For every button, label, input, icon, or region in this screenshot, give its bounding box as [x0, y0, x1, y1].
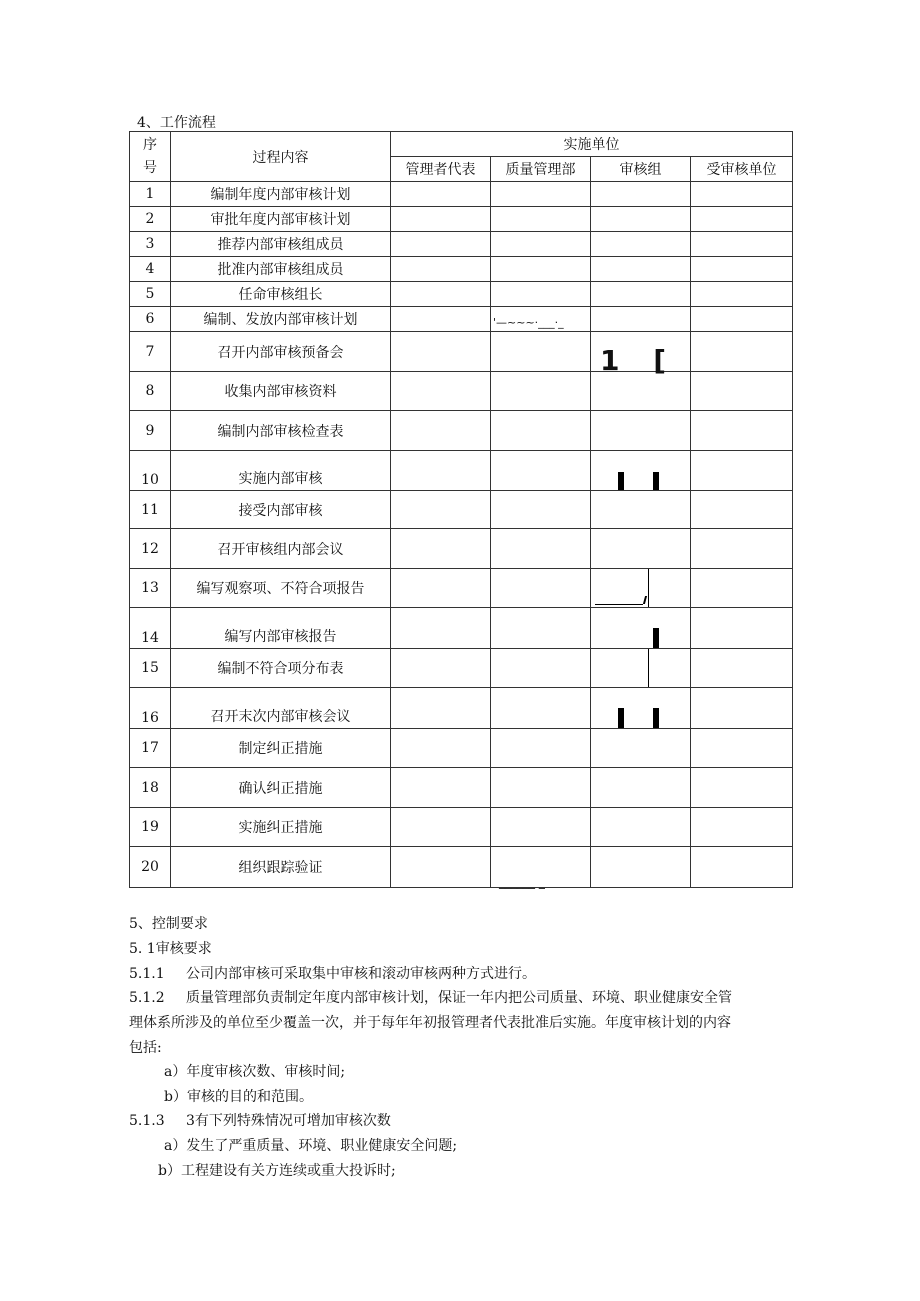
row-no: 9 — [130, 411, 171, 451]
work-flow-table — [129, 131, 793, 888]
flow-line-mark — [648, 569, 649, 607]
row-no: 19 — [130, 808, 171, 847]
para-5-1-1-text: 公司内部审核可采取集中审核和滚动审核两种方式进行。 — [186, 966, 536, 982]
flow-bar-mark — [653, 708, 659, 728]
flow-line-mark — [595, 604, 643, 605]
row-no: 12 — [130, 529, 171, 569]
row-no: 20 — [130, 847, 171, 888]
para-5-1-2-text: 包括: — [129, 1040, 162, 1056]
row-content: 编制内部审核检查表 — [171, 411, 391, 451]
flow-bar-mark — [618, 708, 624, 728]
process-header: 过程内容 — [171, 132, 391, 182]
flow-line-mark — [648, 649, 649, 687]
table-row — [130, 649, 793, 688]
row-content: 编制年度内部审核计划 — [171, 182, 391, 207]
flow-bar-mark — [653, 472, 659, 490]
impl-unit-header: 实施单位 — [391, 132, 793, 157]
row-no: 10 — [130, 451, 171, 491]
table-row — [130, 332, 793, 372]
row-no: 13 — [130, 569, 171, 608]
row-no: 6 — [130, 307, 171, 332]
row-content: 实施纠正措施 — [171, 808, 391, 847]
list-item: a）年度审核次数、审核时间; — [164, 1064, 346, 1080]
para-5-1-2-no: 5.1.2 — [129, 990, 165, 1006]
row-no: 16 — [130, 688, 171, 729]
row-content: 编制不符合项分布表 — [171, 649, 391, 688]
row-no: 14 — [130, 608, 171, 649]
row-no: 1 — [130, 182, 171, 207]
row-content: 编制、发放内部审核计划 — [171, 307, 391, 332]
list-item: b）审核的目的和范围。 — [164, 1089, 313, 1105]
row-content: 任命审核组长 — [171, 282, 391, 307]
para-5-1-2-text: 质量管理部负责制定年度内部审核计划，保证一年内把公司质量、环境、职业健康安全管 — [186, 990, 732, 1006]
row-content: 编写观察项、不符合项报告 — [171, 569, 391, 608]
table-row — [130, 282, 793, 307]
table-row — [130, 307, 793, 332]
table-row — [130, 491, 793, 529]
row-content: 批准内部审核组成员 — [171, 257, 391, 282]
flow-line-mark — [643, 596, 647, 604]
para-5-1-1-no: 5.1.1 — [129, 966, 165, 982]
flow-arrow-mark: 1 [ — [600, 344, 679, 377]
row-no: 8 — [130, 372, 171, 411]
row-content: 确认纠正措施 — [171, 768, 391, 808]
row-no: 11 — [130, 491, 171, 529]
scan-artifact: ______ _ — [499, 875, 545, 889]
para-5-1-3-no: 5.1.3 — [129, 1113, 165, 1129]
row-content: 收集内部审核资料 — [171, 372, 391, 411]
table-row — [130, 232, 793, 257]
scan-artifact: '—~~~·___·_ — [493, 316, 564, 329]
audit-req-heading: 5. 1审核要求 — [129, 941, 212, 957]
para-5-1-2-text: 理体系所涉及的单位至少覆盖一次，并于每年年初报管理者代表批准后实施。年度审核计划的内容 — [129, 1015, 731, 1031]
table-row — [130, 688, 793, 729]
row-no: 2 — [130, 207, 171, 232]
col-header-auditee: 受审核单位 — [691, 157, 793, 182]
row-content: 制定纠正措施 — [171, 729, 391, 768]
section-heading: 4、工作流程 — [137, 115, 216, 131]
para-5-1-3-text: 3有下列特殊情况可增加审核次数 — [186, 1113, 391, 1129]
table-row — [130, 569, 793, 608]
list-item: b）工程建设有关方连续或重大投诉时; — [158, 1163, 396, 1179]
row-no: 5 — [130, 282, 171, 307]
control-heading: 5、控制要求 — [129, 916, 208, 932]
row-content: 实施内部审核 — [171, 451, 391, 491]
table-row — [130, 411, 793, 451]
table-row — [130, 768, 793, 808]
row-content: 组织跟踪验证 — [171, 847, 391, 888]
row-content: 召开内部审核预备会 — [171, 332, 391, 372]
row-content: 推荐内部审核组成员 — [171, 232, 391, 257]
row-no: 15 — [130, 649, 171, 688]
seq-header: 序 号 — [130, 132, 171, 182]
table-row — [130, 808, 793, 847]
row-content: 召开末次内部审核会议 — [171, 688, 391, 729]
flow-bar-mark — [653, 628, 659, 648]
flow-bar-mark — [618, 472, 624, 490]
table-row — [130, 207, 793, 232]
table-row — [130, 608, 793, 649]
table-row — [130, 372, 793, 411]
row-no: 3 — [130, 232, 171, 257]
row-no: 17 — [130, 729, 171, 768]
col-header-qm-dept: 质量管理部 — [491, 157, 591, 182]
row-content: 接受内部审核 — [171, 491, 391, 529]
row-no: 18 — [130, 768, 171, 808]
row-content: 召开审核组内部会议 — [171, 529, 391, 569]
row-no: 7 — [130, 332, 171, 372]
col-header-mgmt-rep: 管理者代表 — [391, 157, 491, 182]
table-row — [130, 847, 793, 888]
table-row — [130, 729, 793, 768]
list-item: a）发生了严重质量、环境、职业健康安全问题; — [164, 1138, 458, 1154]
table-row — [130, 182, 793, 207]
row-content: 编写内部审核报告 — [171, 608, 391, 649]
row-no: 4 — [130, 257, 171, 282]
col-header-audit-team: 审核组 — [591, 157, 691, 182]
table-row — [130, 257, 793, 282]
table-row — [130, 529, 793, 569]
row-content: 审批年度内部审核计划 — [171, 207, 391, 232]
table-row — [130, 451, 793, 491]
